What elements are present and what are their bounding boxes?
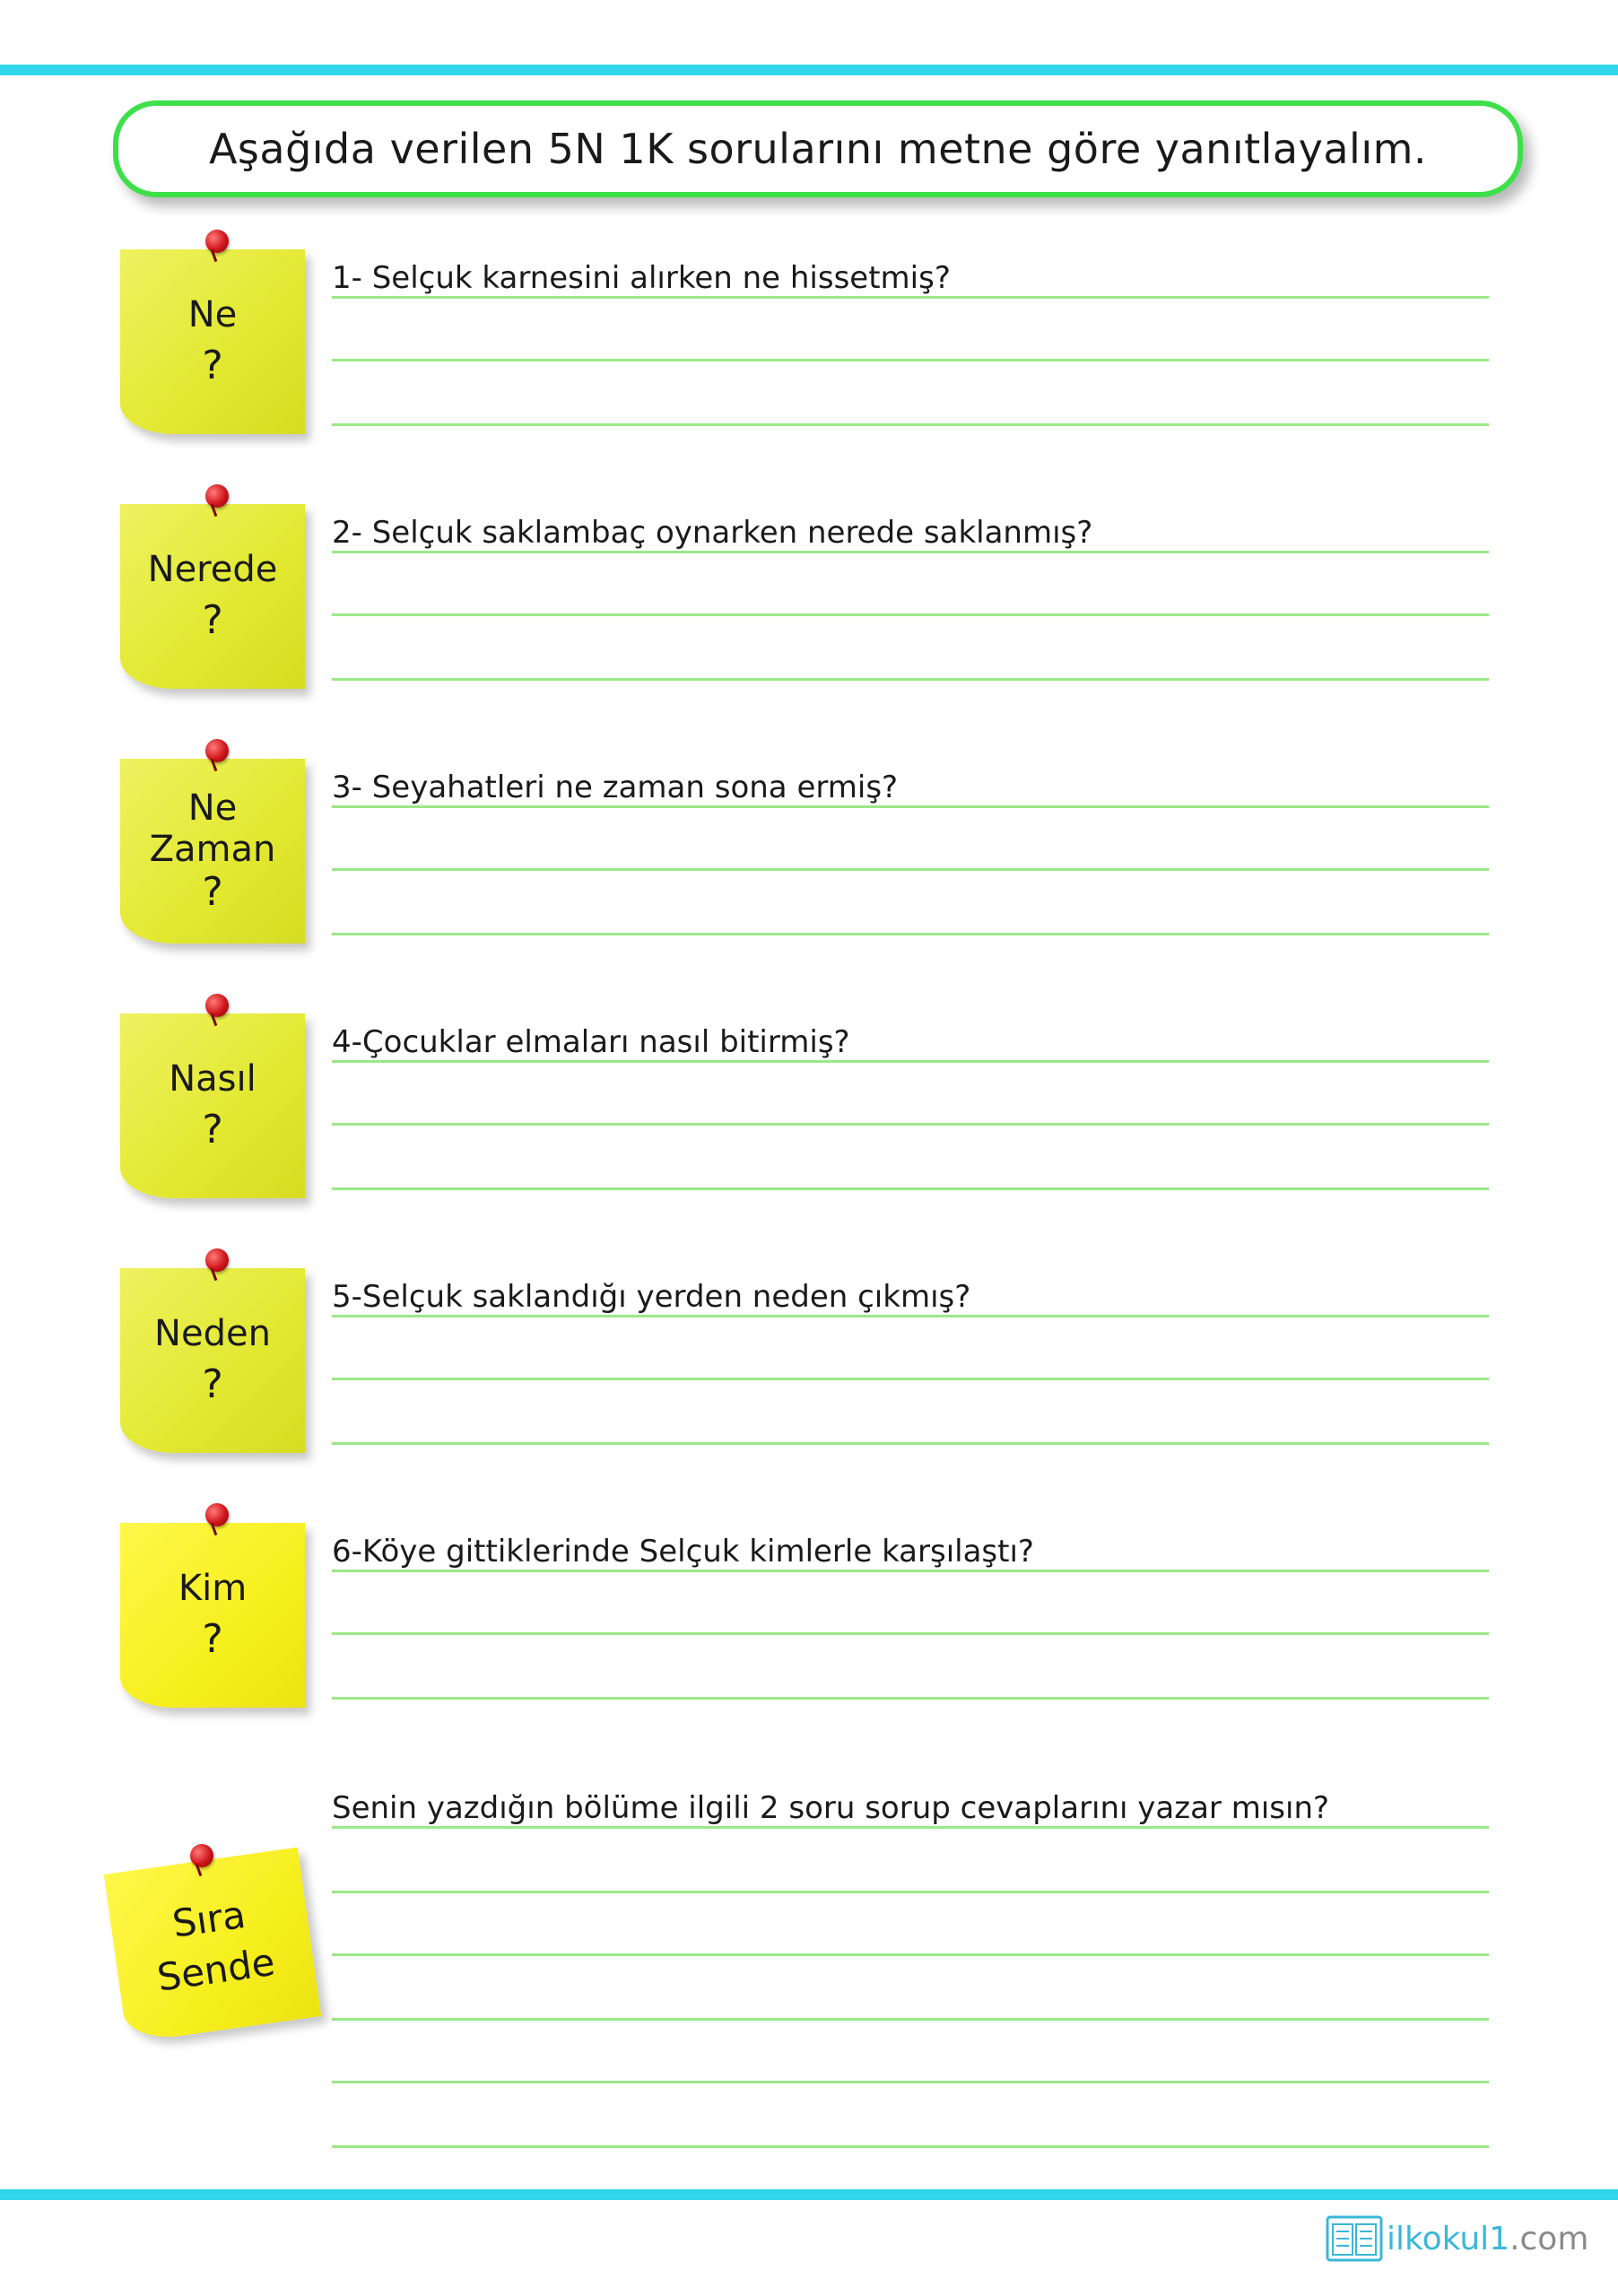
answer-line[interactable]: [332, 2018, 1489, 2021]
instruction-title: Aşağıda verilen 5N 1K sorularını metne göre yanıtlayalım.: [208, 125, 1428, 173]
question-text: 6-Köye gittiklerinde Selçuk kimlerle karşılaştı?: [332, 1534, 1034, 1570]
open-book-icon: [1326, 2213, 1383, 2264]
answer-line[interactable]: [332, 359, 1489, 361]
answer-line[interactable]: [332, 2145, 1489, 2148]
question-text: 5-Selçuk saklandığı yerden neden çıkmış?: [332, 1279, 971, 1315]
answer-line[interactable]: [332, 613, 1489, 616]
answer-line[interactable]: [332, 1187, 1489, 1190]
note-label: Ne: [187, 294, 238, 336]
answer-line[interactable]: [332, 2081, 1489, 2083]
pushpin-icon: [205, 739, 229, 762]
bottom-accent-bar: [0, 2189, 1618, 2200]
question-text: 3- Seyahatleri ne zaman sona ermiş?: [332, 770, 899, 805]
note-question-mark: ?: [202, 597, 223, 644]
note-label: Nerede: [147, 549, 278, 591]
logo-text-part2: .com: [1509, 2220, 1589, 2257]
pushpin-icon: [205, 1503, 229, 1526]
pushpin-icon: [205, 994, 229, 1017]
pushpin-icon: [205, 230, 229, 253]
instruction-banner: [113, 100, 1523, 197]
answer-line[interactable]: [332, 1442, 1489, 1445]
pushpin-icon: [205, 1248, 229, 1272]
note-label: Sıra: [170, 1892, 248, 1947]
answer-line[interactable]: [332, 1697, 1489, 1700]
answer-line[interactable]: [332, 296, 1489, 299]
question-text: 4-Çocuklar elmaları nasıl bitirmiş?: [332, 1024, 850, 1060]
answer-line[interactable]: [332, 1378, 1489, 1380]
answer-line[interactable]: [332, 805, 1489, 808]
sticky-note-nerede: [120, 504, 305, 689]
answer-line[interactable]: [332, 1632, 1489, 1635]
question-text: 1- Selçuk karnesini alırken ne hissetmiş?: [332, 260, 951, 296]
answer-line[interactable]: [332, 1060, 1489, 1063]
question-text: 2- Selçuk saklambaç oynarken nerede saklanmış?: [332, 515, 1093, 551]
note-label-2: Sende: [154, 1939, 278, 2000]
sticky-note-kim: [120, 1523, 305, 1708]
logo-text: [1387, 2221, 1588, 2257]
note-label: Kim: [178, 1568, 248, 1610]
note-label: Neden: [154, 1313, 271, 1355]
note-label: Ne: [187, 787, 238, 829]
answer-line[interactable]: [332, 933, 1489, 935]
answer-line[interactable]: [332, 678, 1489, 681]
answer-line[interactable]: [332, 1570, 1489, 1572]
sticky-note-sira-sende: [104, 1848, 321, 2043]
note-question-mark: ?: [202, 1107, 223, 1153]
answer-line[interactable]: [332, 868, 1489, 871]
note-question-mark: ?: [202, 868, 223, 915]
answer-line[interactable]: [332, 423, 1489, 426]
note-question-mark: ?: [202, 1616, 223, 1663]
sticky-note-ne: [120, 249, 305, 434]
question-text: Senin yazdığın bölüme ilgili 2 soru sorup cevaplarını yazar mısın?: [332, 1790, 1330, 1826]
pushpin-icon: [205, 484, 229, 508]
answer-line[interactable]: [332, 1891, 1489, 1893]
note-label-2: Zaman: [149, 828, 276, 870]
top-accent-bar: [0, 65, 1618, 75]
sticky-note-ne-zaman: [120, 759, 305, 944]
answer-line[interactable]: [332, 551, 1489, 553]
sticky-note-neden: [120, 1268, 305, 1453]
answer-line[interactable]: [332, 1826, 1489, 1829]
site-logo: [1326, 2213, 1588, 2264]
logo-text-part1: ilkokul1: [1387, 2220, 1510, 2257]
note-question-mark: ?: [202, 343, 223, 389]
answer-line[interactable]: [332, 1953, 1489, 1956]
answer-line[interactable]: [332, 1315, 1489, 1318]
sticky-note-nasil: [120, 1013, 305, 1198]
note-label: Nasıl: [169, 1058, 257, 1100]
pushpin-icon: [190, 1844, 213, 1867]
note-question-mark: ?: [202, 1361, 223, 1408]
answer-line[interactable]: [332, 1123, 1489, 1126]
